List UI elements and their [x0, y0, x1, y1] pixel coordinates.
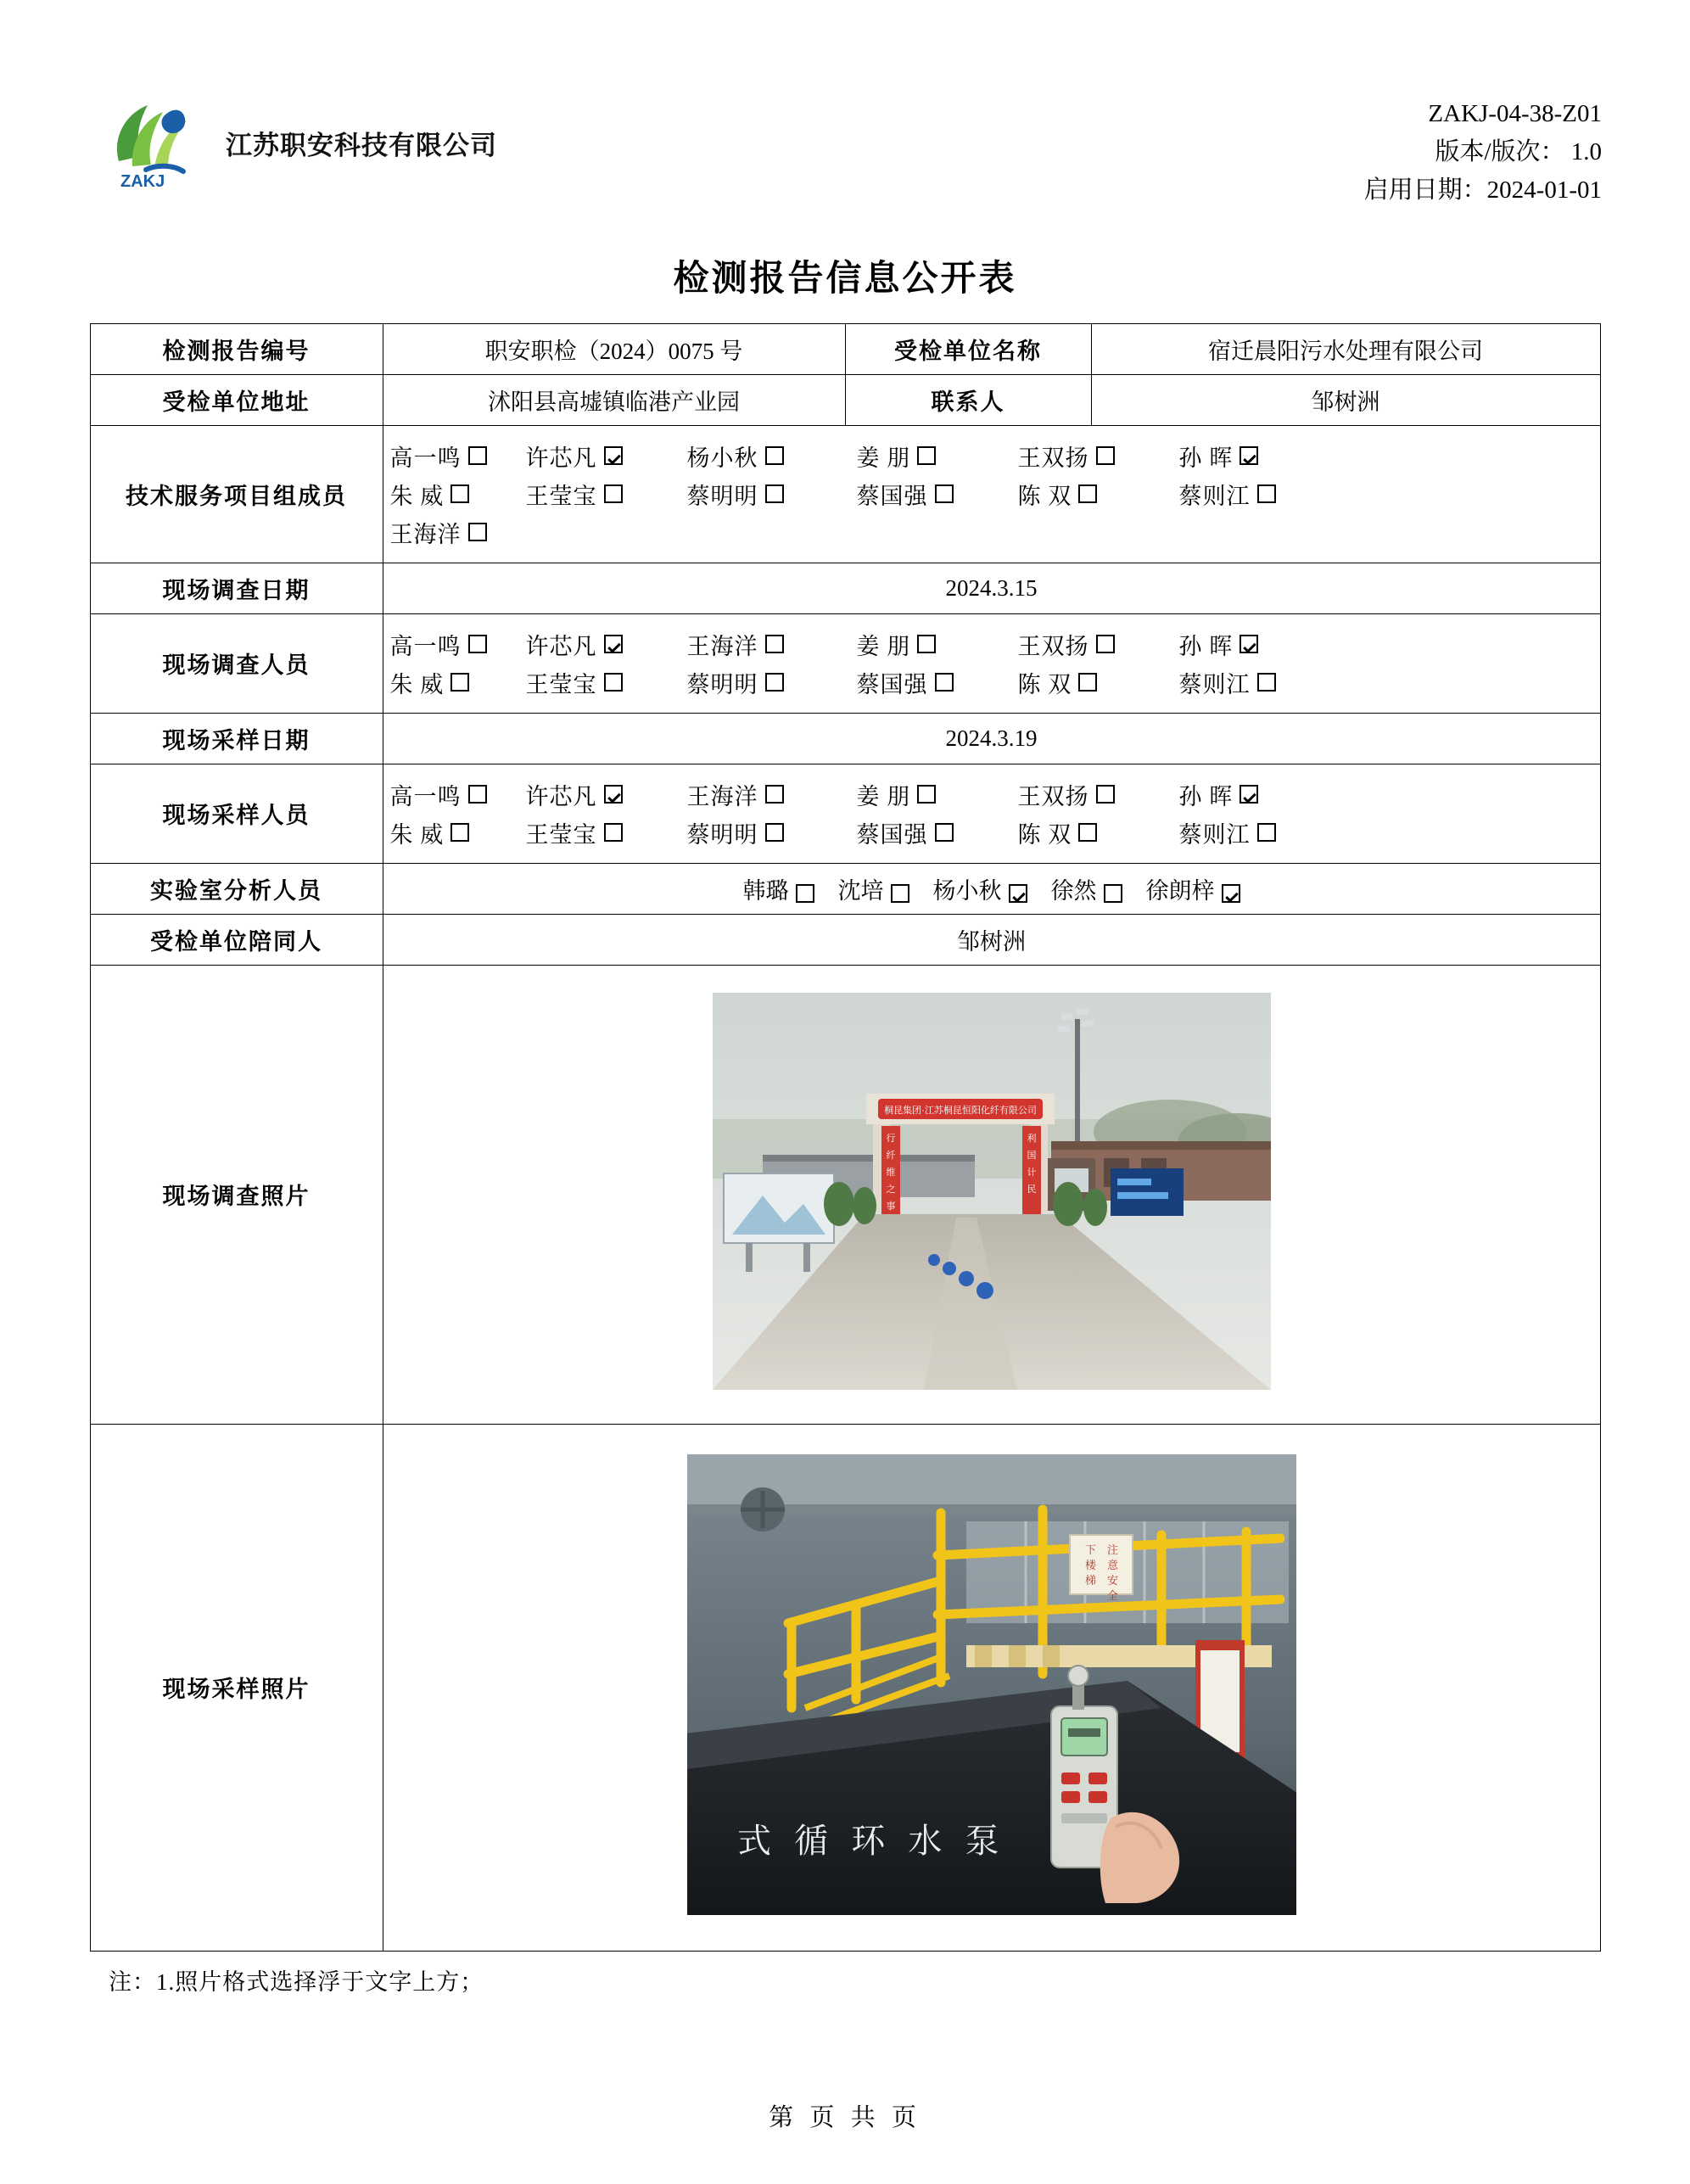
checkbox-unchecked[interactable]	[1257, 673, 1276, 692]
header-meta	[1364, 95, 1602, 210]
checkbox-unchecked[interactable]	[450, 823, 469, 842]
svg-text:国: 国	[1027, 1151, 1036, 1162]
checkbox-label: 姜 朋	[856, 783, 911, 809]
brand-block	[95, 95, 497, 190]
checkbox-unchecked[interactable]	[604, 823, 623, 842]
checkbox-row	[390, 440, 1593, 473]
checkbox-label: 孙 晖	[1178, 445, 1234, 471]
survey-photo-label: 现场调查照片	[90, 965, 383, 1424]
checkbox-item[interactable]	[526, 816, 687, 849]
survey-photo-cell	[383, 965, 1600, 1424]
checkbox-unchecked[interactable]	[450, 673, 469, 692]
checkbox-unchecked[interactable]	[935, 673, 954, 692]
checkbox-row	[390, 516, 1593, 549]
checkbox-unchecked[interactable]	[468, 635, 487, 653]
sampling-people-label: 现场采样人员	[90, 764, 383, 863]
svg-text:下: 下	[1084, 1543, 1096, 1556]
svg-text:计: 计	[1027, 1168, 1036, 1179]
checkbox-checked[interactable]	[1240, 446, 1258, 465]
checkbox-label: 王双扬	[1017, 783, 1089, 809]
checkbox-row	[390, 478, 1593, 511]
checkbox-item[interactable]	[1018, 778, 1179, 811]
svg-text:事: 事	[886, 1201, 895, 1212]
checkbox-item[interactable]	[1179, 628, 1315, 661]
checkbox-unchecked[interactable]	[917, 635, 936, 653]
checkbox-item[interactable]	[743, 878, 814, 904]
checkbox-unchecked[interactable]	[765, 673, 784, 692]
checkbox-unchecked[interactable]	[604, 484, 623, 503]
checkbox-item[interactable]	[687, 478, 857, 511]
checkbox-item[interactable]	[1179, 778, 1315, 811]
checkbox-unchecked[interactable]	[468, 446, 487, 465]
footnote: 注：1.照片格式选择浮于文字上方；	[109, 1968, 484, 1995]
checkbox-item[interactable]	[526, 440, 687, 473]
checkbox-unchecked[interactable]	[468, 785, 487, 804]
contact-value: 邹树洲	[1091, 374, 1600, 425]
report-no-label: 检测报告编号	[90, 323, 383, 374]
checkbox-label: 蔡明明	[686, 483, 758, 509]
checkbox-checked[interactable]	[1240, 785, 1258, 804]
checkbox-label: 朱 威	[389, 483, 445, 509]
checkbox-label: 王双扬	[1017, 445, 1089, 471]
checkbox-item[interactable]	[857, 628, 1018, 661]
checkbox-unchecked[interactable]	[1078, 484, 1097, 503]
checkbox-unchecked[interactable]	[450, 484, 469, 503]
address-value: 沭阳县高墟镇临港产业园	[383, 374, 845, 425]
table-row	[90, 613, 1600, 713]
checkbox-item[interactable]	[1179, 666, 1315, 699]
checkbox-row	[390, 628, 1593, 661]
checkbox-unchecked[interactable]	[1078, 673, 1097, 692]
checkbox-unchecked[interactable]	[935, 484, 954, 503]
checkbox-unchecked[interactable]	[1096, 785, 1115, 804]
checkbox-row	[390, 816, 1593, 849]
checkbox-label: 姜 朋	[856, 633, 911, 659]
checkbox-unchecked[interactable]	[604, 673, 623, 692]
address-label: 受检单位地址	[90, 374, 383, 425]
svg-text:安: 安	[1106, 1573, 1118, 1587]
checkbox-unchecked[interactable]	[765, 446, 784, 465]
checkbox-item[interactable]	[390, 478, 526, 511]
checkbox-unchecked[interactable]	[765, 785, 784, 804]
checkbox-unchecked[interactable]	[1096, 635, 1115, 653]
table-row	[90, 425, 1600, 563]
sampling-date-value: 2024.3.19	[383, 713, 1600, 764]
pump-label-text: 式 循 环 水 泵	[736, 1822, 1005, 1860]
checkbox-label: 朱 威	[389, 671, 445, 697]
checkbox-label: 杨小秋	[932, 877, 1002, 904]
checkbox-label: 许芯凡	[525, 633, 597, 659]
svg-text:楼: 楼	[1084, 1558, 1096, 1571]
checkbox-item[interactable]	[1051, 878, 1122, 904]
svg-text:纤: 纤	[886, 1151, 895, 1162]
svg-text:注: 注	[1106, 1543, 1118, 1556]
checkbox-label: 高一鸣	[389, 783, 462, 809]
checkbox-label: 朱 威	[389, 821, 445, 848]
survey-photo	[712, 992, 1272, 1391]
document-code: ZAKJ-04-38-Z01	[1428, 100, 1602, 127]
checkbox-checked[interactable]	[1240, 635, 1258, 653]
svg-text:维: 维	[886, 1168, 895, 1179]
document-version: 版本/版次： 1.0	[1435, 137, 1602, 165]
table-row	[90, 563, 1600, 613]
checkbox-unchecked[interactable]	[917, 446, 936, 465]
lab-people-list	[383, 863, 1600, 914]
checkbox-item[interactable]	[390, 666, 526, 699]
svg-text:利: 利	[1027, 1134, 1036, 1145]
sampling-photo-cell	[383, 1424, 1600, 1951]
checkbox-item[interactable]	[390, 516, 526, 549]
checkbox-label: 孙 晖	[1178, 783, 1234, 809]
checkbox-item[interactable]	[687, 628, 857, 661]
svg-text:梯: 梯	[1084, 1573, 1096, 1587]
checkbox-item[interactable]	[687, 666, 857, 699]
checkbox-item[interactable]	[1146, 878, 1240, 904]
checkbox-label: 王莹宝	[525, 483, 597, 509]
checkbox-unchecked[interactable]	[796, 884, 814, 903]
checkbox-row	[390, 666, 1593, 699]
checkbox-item[interactable]	[857, 666, 1018, 699]
checkbox-item[interactable]	[526, 666, 687, 699]
checkbox-item[interactable]	[933, 878, 1027, 904]
checkbox-item[interactable]	[390, 440, 526, 473]
page-title: 检测报告信息公开表	[673, 257, 1017, 298]
sampling-photo-label: 现场采样照片	[90, 1424, 383, 1951]
team-members-grid	[383, 425, 1600, 563]
checkbox-item[interactable]	[1179, 816, 1315, 849]
checkbox-unchecked[interactable]	[917, 785, 936, 804]
checkbox-label: 蔡则江	[1178, 671, 1251, 697]
page-number-footer: 第 页 共 页	[769, 2103, 921, 2131]
svg-text:意: 意	[1106, 1558, 1118, 1571]
checkbox-label: 陈 双	[1017, 671, 1072, 697]
checkbox-item[interactable]	[1018, 628, 1179, 661]
checkbox-label: 徐然	[1050, 877, 1097, 904]
survey-date-value: 2024.3.15	[383, 563, 1600, 613]
survey-people-grid	[383, 613, 1600, 713]
checkbox-label: 徐朗梓	[1145, 877, 1215, 904]
checkbox-label: 蔡国强	[856, 483, 928, 509]
svg-text:全: 全	[1106, 1588, 1118, 1602]
checkbox-label: 沈培	[837, 877, 884, 904]
checkbox-checked[interactable]	[604, 446, 623, 465]
checkbox-item[interactable]	[1179, 440, 1315, 473]
checkbox-label: 陈 双	[1017, 483, 1072, 509]
checkbox-checked[interactable]	[604, 635, 623, 653]
checkbox-item[interactable]	[390, 778, 526, 811]
survey-date-label: 现场调查日期	[90, 563, 383, 613]
checkbox-unchecked[interactable]	[1096, 446, 1115, 465]
table-row	[90, 965, 1600, 1424]
checkbox-label: 蔡明明	[686, 671, 758, 697]
checkbox-item[interactable]	[390, 628, 526, 661]
escort-label: 受检单位陪同人	[90, 914, 383, 965]
checkbox-item[interactable]	[857, 440, 1018, 473]
logo-text: ZAKJ	[120, 172, 165, 190]
table-row	[90, 764, 1600, 863]
page-header	[0, 0, 1690, 210]
checkbox-checked[interactable]	[1009, 884, 1027, 903]
sampling-date-label: 现场采样日期	[90, 713, 383, 764]
gate-banner-text: 桐昆集团·江苏桐昆恒阳化纤有限公司	[883, 1106, 1037, 1117]
checkbox-label: 蔡明明	[686, 821, 758, 848]
lab-label: 实验室分析人员	[90, 863, 383, 914]
checkbox-label: 蔡则江	[1178, 821, 1251, 848]
client-value: 宿迁晨阳污水处理有限公司	[1091, 323, 1600, 374]
document-effective-date: 启用日期：2024-01-01	[1363, 176, 1602, 204]
checkbox-item[interactable]	[526, 778, 687, 811]
checkbox-unchecked[interactable]	[765, 823, 784, 842]
checkbox-unchecked[interactable]	[1104, 884, 1122, 903]
sampling-people-grid	[383, 764, 1600, 863]
company-logo-icon	[95, 95, 204, 190]
checkbox-item[interactable]	[687, 778, 857, 811]
checkbox-label: 姜 朋	[856, 445, 911, 471]
checkbox-label: 王海洋	[686, 783, 758, 809]
checkbox-label: 许芯凡	[525, 783, 597, 809]
checkbox-label: 蔡国强	[856, 671, 928, 697]
checkbox-label: 许芯凡	[525, 445, 597, 471]
checkbox-item[interactable]	[857, 778, 1018, 811]
checkbox-label: 蔡国强	[856, 821, 928, 848]
checkbox-unchecked[interactable]	[468, 523, 487, 541]
table-row	[90, 323, 1600, 374]
checkbox-unchecked[interactable]	[1078, 823, 1097, 842]
checkbox-item[interactable]	[526, 478, 687, 511]
checkbox-label: 韩璐	[742, 877, 789, 904]
checkbox-unchecked[interactable]	[765, 484, 784, 503]
sampling-photo	[686, 1453, 1297, 1916]
checkbox-label: 高一鸣	[389, 445, 462, 471]
checkbox-label: 蔡则江	[1178, 483, 1251, 509]
report-no-value: 职安职检（2024）0075 号	[383, 323, 845, 374]
checkbox-item[interactable]	[1018, 666, 1179, 699]
table-row	[90, 914, 1600, 965]
report-info-table	[90, 323, 1601, 1952]
checkbox-label: 王莹宝	[525, 671, 597, 697]
svg-text:行: 行	[886, 1134, 895, 1145]
checkbox-checked[interactable]	[1222, 884, 1240, 903]
checkbox-item[interactable]	[687, 816, 857, 849]
checkbox-label: 王莹宝	[525, 821, 597, 848]
checkbox-item[interactable]	[687, 440, 857, 473]
checkbox-item[interactable]	[1018, 478, 1179, 511]
table-row	[90, 713, 1600, 764]
checkbox-item[interactable]	[526, 628, 687, 661]
contact-label: 联系人	[845, 374, 1091, 425]
svg-text:之: 之	[886, 1184, 895, 1196]
table-row	[90, 1424, 1600, 1951]
checkbox-item[interactable]	[838, 878, 909, 904]
checkbox-row	[390, 778, 1593, 811]
checkbox-label: 孙 晖	[1178, 633, 1234, 659]
checkbox-unchecked[interactable]	[891, 884, 909, 903]
checkbox-unchecked[interactable]	[1257, 484, 1276, 503]
checkbox-item[interactable]	[857, 478, 1018, 511]
checkbox-item[interactable]	[1179, 478, 1315, 511]
table-row	[90, 863, 1600, 914]
checkbox-label: 杨小秋	[686, 445, 758, 471]
checkbox-item[interactable]	[857, 816, 1018, 849]
checkbox-label: 王双扬	[1017, 633, 1089, 659]
checkbox-label: 高一鸣	[389, 633, 462, 659]
checkbox-label: 王海洋	[389, 521, 462, 547]
checkbox-item[interactable]	[390, 816, 526, 849]
checkbox-unchecked[interactable]	[935, 823, 954, 842]
checkbox-label: 王海洋	[686, 633, 758, 659]
checkbox-unchecked[interactable]	[765, 635, 784, 653]
checkbox-label: 陈 双	[1017, 821, 1072, 848]
checkbox-item[interactable]	[1018, 440, 1179, 473]
escort-value: 邹树洲	[383, 914, 1600, 965]
table-row	[90, 374, 1600, 425]
checkbox-item[interactable]	[1018, 816, 1179, 849]
survey-people-label: 现场调查人员	[90, 613, 383, 713]
client-label: 受检单位名称	[845, 323, 1091, 374]
checkbox-checked[interactable]	[604, 785, 623, 804]
company-name: 江苏职安科技有限公司	[226, 130, 497, 160]
team-label: 技术服务项目组成员	[90, 425, 383, 563]
checkbox-unchecked[interactable]	[1257, 823, 1276, 842]
svg-text:民: 民	[1027, 1184, 1036, 1196]
